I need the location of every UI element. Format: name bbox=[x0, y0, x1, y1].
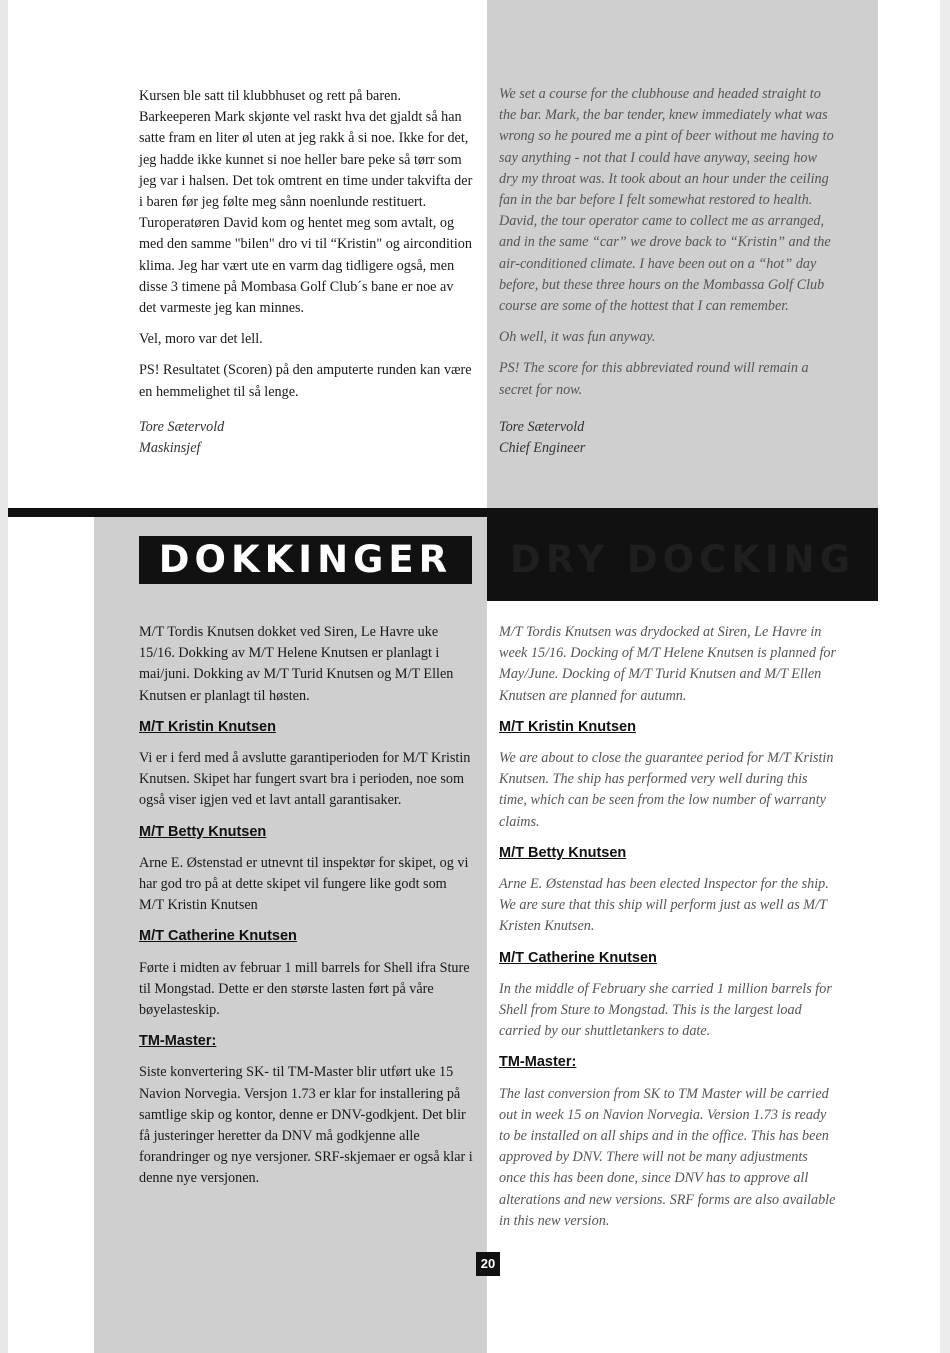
signature-title: Maskinsjef bbox=[139, 439, 201, 456]
paragraph: We set a course for the clubhouse and headed straight to the bar. Mark, the bar tender, knew immediately what was wrong so he poured me a pint of beer without me having to say anything - not that I could have anyway, seeing how dry my throat was. It took about an hour under the ceiling fan in the bar before I felt somewhat restored to health. David, the tour operator came to collect me as arranged, and in the same “car” we drove back to “Kristin” and the air-conditioned climate. I have been out on a “hot” day before, but these three hours on the Mombassa Golf Club course are some of the hottest that I can remember. bbox=[499, 86, 834, 315]
signature-name: Tore Sætervold bbox=[139, 418, 225, 435]
norwegian-bottom-column bbox=[139, 622, 474, 1200]
intro-paragraph: M/T Tordis Knutsen dokket ved Siren, Le Havre uke 15/16. Dokking av M/T Helene Knutsen er planlagt i mai/juni. Dokking av M/T Turid Knutsen og M/T Ellen Knutsen er planlagt til høsten. bbox=[139, 624, 454, 704]
intro-paragraph: M/T Tordis Knutsen was drydocked at Siren, Le Havre in week 15/16. Docking of M/T Helene Knutsen is planned for May/June. Docking of M/T Turid Knutsen and M/T Ellen Knutsen are planned for autumn. bbox=[499, 624, 837, 704]
page-edge-shadow bbox=[0, 0, 8, 1353]
paragraph: The last conversion from SK to TM Master will be carried out in week 15 on Navion Norvegia. Version 1.73 is ready to be installed on all ships and in the office. This has been approved by DNV. There will not be many adjustments once this has been done, since DNV has to approve all alterations and new versions. SRF forms are also available in this new version. bbox=[499, 1085, 836, 1229]
paragraph: PS! The score for this abbreviated round will remain a secret for now. bbox=[499, 360, 809, 398]
paragraph: Siste konvertering SK- til TM-Master blir utført uke 15 Navion Norvegia. Versjon 1.73 er klar for installering på samtlige skip og kontor, denne er DNV-godkjent. Det blir få justeringer heretter da DNV må godkjenne alle forandringer og nye versjoner. SRF-skjemaer er også klar i denne nye versjonen. bbox=[139, 1064, 473, 1187]
paragraph: Oh well, it was fun anyway. bbox=[499, 329, 656, 346]
paragraph: Kursen ble satt til klubbhuset og rett på baren. Barkeeperen Mark skjønte vel raskt hva det gjaldt så han satte fram en liter øl uten at jeg rakk å si noe. Ikke for det, jeg hadde ikke kunnet si noe heller bare peke så tørr som jeg var i halsen. Det tok omtrent en time under takvifta der i baren før jeg følte meg sånn noenlunde restituert. Turoperatøren David kom og hentet meg som avtalt, og med den samme "bilen" dro vi til “Kristin" og aircondition klima. Jeg har vært ute en varm dag tidligere også, men disse 3 timene på Mombasa Golf Club´s bane er noe av det varmeste jeg kan minnes. bbox=[139, 88, 473, 317]
paragraph: Førte i midten av februar 1 mill barrels for Shell ifra Sture til Mongstad. Dette er den største lasten ført på våre bøyelasteskip. bbox=[139, 959, 470, 1019]
page-number: 20 bbox=[476, 1252, 500, 1276]
section-title-norwegian: DOKKINGER bbox=[139, 536, 472, 584]
paragraph: Vi er i ferd med å avslutte garantiperioden for M/T Kristin Knutsen. Skipet har fungert svart bra i perioden, noe som også viser igjen ved et lavt antall garantisaker. bbox=[139, 750, 471, 809]
norwegian-top-column bbox=[139, 86, 474, 459]
english-top-column bbox=[499, 84, 839, 459]
paragraph: In the middle of February she carried 1 million barrels for Shell from Sture to Mongstad. This is the largest load carried by our shuttletankers to date. bbox=[499, 980, 832, 1040]
subheading: M/T Betty Knutsen bbox=[499, 844, 627, 861]
page-right-edge bbox=[940, 0, 950, 1353]
subheading: M/T Kristin Knutsen bbox=[139, 718, 276, 735]
subheading: M/T Catherine Knutsen bbox=[499, 949, 657, 966]
signature-name: Tore Sætervold bbox=[499, 418, 585, 435]
section-title-english: DRY DOCKING bbox=[510, 538, 855, 581]
subheading: M/T Kristin Knutsen bbox=[499, 718, 636, 735]
subheading: TM-Master: bbox=[499, 1054, 577, 1071]
subheading: M/T Catherine Knutsen bbox=[139, 928, 297, 945]
paragraph: PS! Resultatet (Scoren) på den amputerte runden kan være en hemmelighet til så lenge. bbox=[139, 362, 472, 400]
english-bottom-column bbox=[499, 622, 837, 1242]
subheading: TM-Master: bbox=[139, 1033, 217, 1050]
paragraph: Arne E. Østenstad er utnevnt til inspektør for skipet, og vi har god tro på at dette skipet vil fungere like godt som M/T Kristin Knutsen bbox=[139, 854, 469, 914]
subheading: M/T Betty Knutsen bbox=[139, 823, 267, 840]
signature-title: Chief Engineer bbox=[499, 439, 586, 456]
paragraph: Arne E. Østenstad has been elected Inspector for the ship. We are sure that this ship will perform just as well as M/T Kristen Knutsen. bbox=[499, 876, 829, 935]
paragraph: We are about to close the guarantee period for M/T Kristin Knutsen. The ship has performed very well during this time, which can be seen from the low number of warranty claims. bbox=[499, 750, 834, 830]
paragraph: Vel, moro var det lell. bbox=[139, 331, 263, 348]
